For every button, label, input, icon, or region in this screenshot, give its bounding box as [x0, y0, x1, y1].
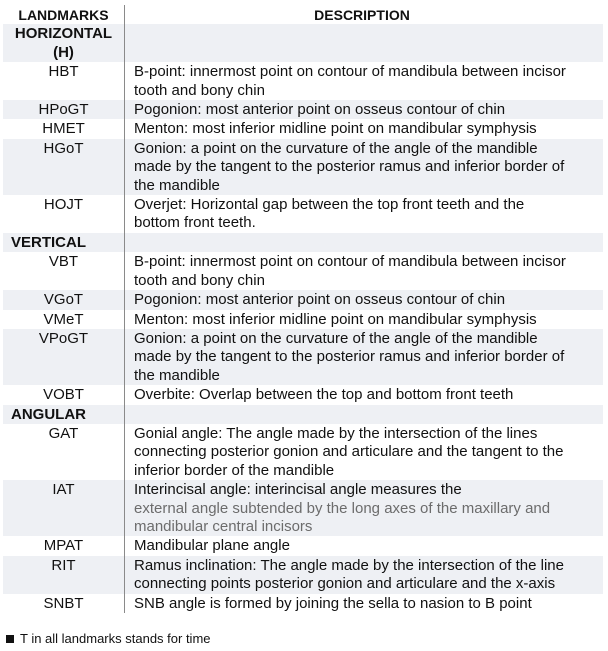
table-row — [3, 310, 603, 329]
table-row — [3, 100, 603, 119]
landmark-description: Menton: most inferior midline point on mandibular symphysis — [134, 120, 537, 138]
landmark-description: Gonial angle: The angle made by the intersection of the lines connecting posterior gonion and articulare and the tangent to the inferior border of the mandible — [134, 424, 564, 479]
landmark-code: GAT — [3, 424, 125, 480]
landmark-code: VPoGT — [3, 329, 125, 385]
table-row — [3, 424, 603, 480]
section-row-vertical — [3, 233, 603, 252]
section-row-horizontal — [3, 24, 603, 62]
landmark-description: Overjet: Horizontal gap between the top front teeth and the bottom front teeth. — [134, 196, 525, 232]
landmark-code: HOJT — [3, 195, 125, 233]
table-row — [3, 480, 603, 536]
footnote-text: T in all landmarks stands for time — [20, 631, 211, 646]
landmark-code: RIT — [3, 556, 125, 594]
table-row — [3, 385, 603, 404]
landmark-code: MPAT — [3, 536, 125, 555]
landmark-description: Overbite: Overlap between the top and bottom front teeth — [134, 386, 514, 404]
landmark-description: SNB angle is formed by joining the sella to nasion to B point — [134, 594, 532, 612]
table-row — [3, 556, 603, 594]
landmark-code: VMeT — [3, 310, 125, 329]
landmark-description: Gonion: a point on the curvature of the angle of the mandible made by the tangent to the posterior ramus and inferior border of the mandible — [134, 329, 565, 384]
landmark-code: HPoGT — [3, 100, 125, 119]
landmark-code: HMET — [3, 119, 125, 138]
section-row-angular — [3, 405, 603, 424]
landmark-description: Interincisal angle: interincisal angle measures the external angle subtended by the long axes of the maxillary and mandibular central incisors — [134, 481, 551, 535]
table-row — [3, 329, 603, 385]
landmark-code: SNBT — [3, 594, 125, 613]
landmark-code: VBT — [3, 252, 125, 290]
landmark-description: B-point: innermost point on contour of mandibula between incisor tooth and bony chin — [134, 253, 566, 289]
landmark-description: Mandibular plane angle — [134, 537, 290, 555]
landmarks-table — [3, 5, 603, 613]
table-row — [3, 139, 603, 195]
landmark-description: B-point: innermost point on contour of mandibula between incisor tooth and bony chin — [134, 63, 566, 99]
landmark-code: VOBT — [3, 385, 125, 404]
table-row — [3, 536, 603, 555]
section-title: HORIZONTAL (H) — [3, 24, 125, 62]
landmark-code: HGoT — [3, 139, 125, 195]
section-title: VERTICAL — [3, 233, 125, 252]
square-bullet-icon — [6, 635, 14, 643]
header-description: DESCRIPTION — [314, 7, 410, 23]
table-row — [3, 290, 603, 309]
landmark-description: Gonion: a point on the curvature of the angle of the mandible made by the tangent to the posterior ramus and inferior border of the mandible — [134, 139, 565, 194]
table-header — [3, 5, 603, 24]
section-title: ANGULAR — [3, 405, 125, 424]
table-row — [3, 594, 603, 613]
table-row — [3, 195, 603, 233]
footnote — [6, 631, 211, 646]
header-landmarks: LANDMARKS — [3, 5, 125, 24]
landmark-description: Ramus inclination: The angle made by the intersection of the line connecting points posterior gonion and articulare and the x-axis — [134, 556, 564, 593]
landmark-description: Menton: most inferior midline point on mandibular symphysis — [134, 310, 537, 328]
table-row — [3, 119, 603, 138]
table-row — [3, 252, 603, 290]
landmark-description: Pogonion: most anterior point on osseus contour of chin — [134, 291, 506, 309]
landmark-code: IAT — [3, 480, 125, 536]
landmark-code: HBT — [3, 62, 125, 100]
table-row — [3, 62, 603, 100]
landmark-description: Pogonion: most anterior point on osseus contour of chin — [134, 101, 506, 119]
landmark-code: VGoT — [3, 290, 125, 309]
